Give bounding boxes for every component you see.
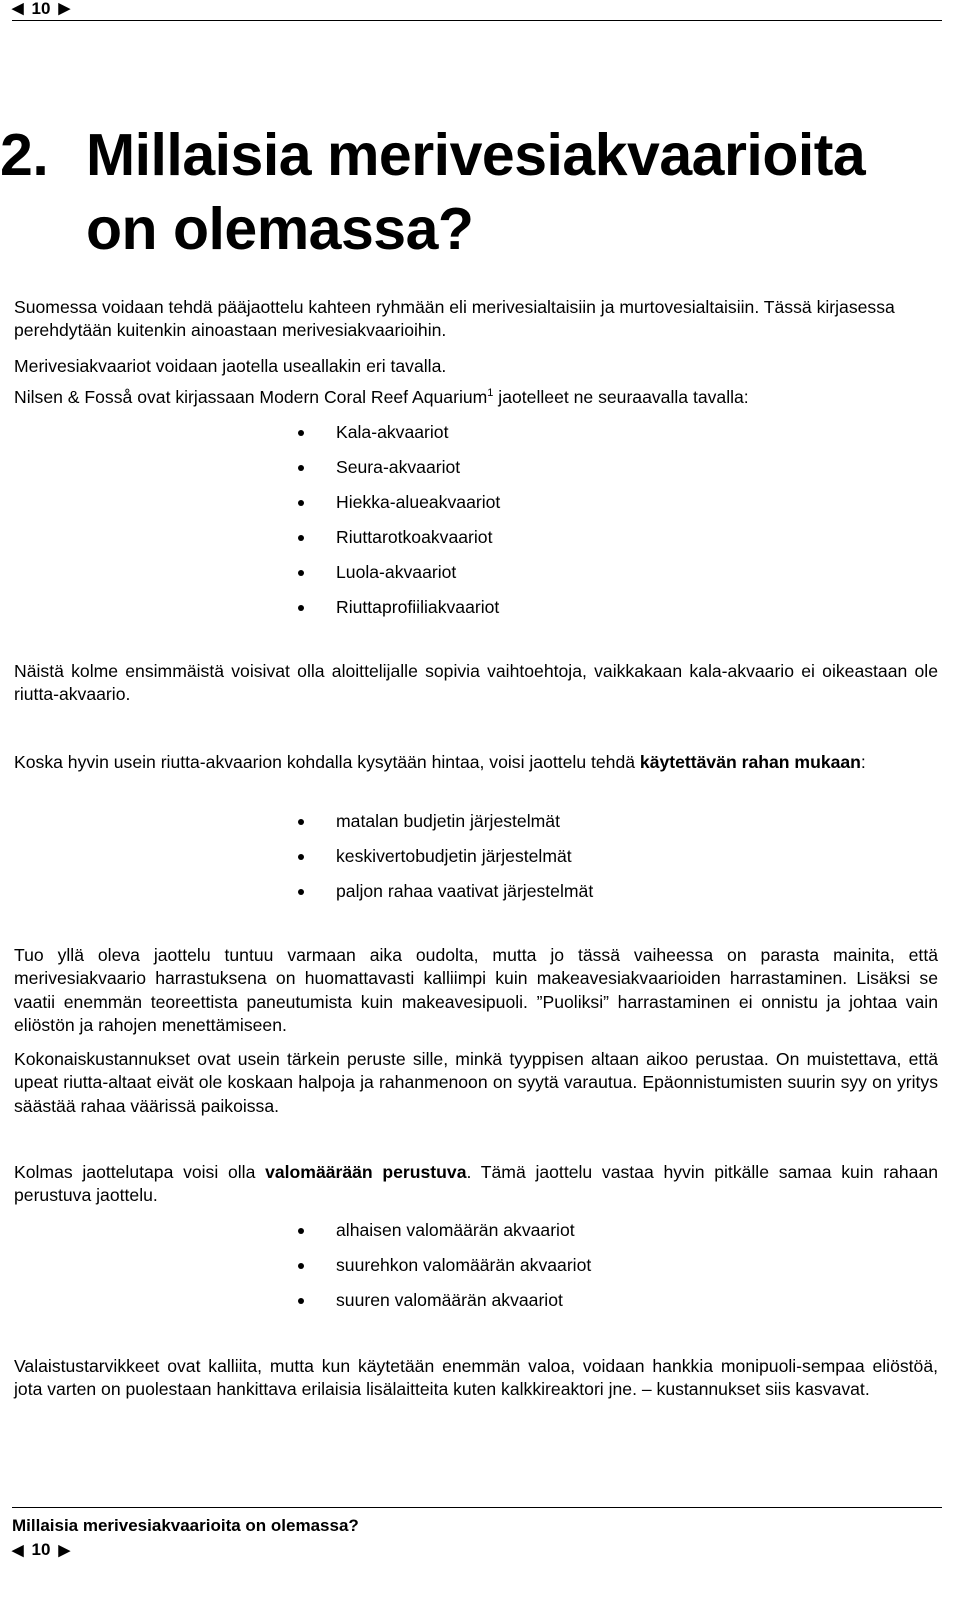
light-list <box>296 1219 591 1324</box>
money-text: Koska hyvin usein riutta-akvaarion kohdalla kysytään hintaa, voisi jaottelu tehdä <box>14 752 640 772</box>
footer-page-nav <box>12 1539 942 1562</box>
next-page-icon[interactable]: ▶ <box>58 1542 71 1559</box>
beginner-paragraph: Näistä kolme ensimmäistä voisivat olla aloittelijalle sopivia vaihtoehtoja, vaikkakaan kala-akvaario ei oikeastaan ole riutta-akvaario. <box>14 661 938 705</box>
list-item: Kala-akvaariot <box>296 421 500 456</box>
footnote-marker[interactable]: 1 <box>487 387 494 400</box>
list-item: suurehkon valomäärän akvaariot <box>296 1254 591 1289</box>
top-page-nav <box>12 0 942 21</box>
prev-page-icon[interactable]: ◀ <box>12 0 24 17</box>
money-paragraph <box>14 751 938 774</box>
footer-title: Millaisia merivesiakvaarioita on olemassa? <box>12 1516 359 1535</box>
list-item: alhaisen valomäärän akvaariot <box>296 1219 591 1254</box>
light-text: Kolmas jaottelutapa voisi olla <box>14 1162 266 1182</box>
chapter-title-line2: on olemassa? <box>86 196 474 262</box>
prev-page-icon[interactable]: ◀ <box>12 1542 24 1559</box>
aquarium-types-list <box>296 421 500 631</box>
chapter-heading <box>0 118 950 266</box>
list-item: matalan budjetin järjestelmät <box>296 810 593 845</box>
list-item: Luola-akvaariot <box>296 561 500 596</box>
intro-p3-tail: jaotelleet ne seuraavalla tavalla: <box>493 387 749 407</box>
lighting-paragraph: Valaistustarvikkeet ovat kalliita, mutta kun käytetään enemmän valoa, voidaan hankkia monipuoli-sempaa eliöstöä, jota varten on puolestaan hankittava erilaisia lisälaitteita kuten kalkkireaktori jne. – kustannukset siis kasvavat. <box>14 1356 938 1400</box>
chapter-number: 2. <box>0 122 49 188</box>
footer-page-number: 10 <box>31 1540 51 1559</box>
list-item: Hiekka-alueakvaariot <box>296 491 500 526</box>
intro-paragraph-1: Suomessa voidaan tehdä pääjaottelu kahteen ryhmään eli merivesialtaisiin ja murtovesialtaisiin. Tässä kirjasessa perehdytään kuitenkin ainoastaan merivesiakvaarioihin. <box>14 297 895 341</box>
list-item: Seura-akvaariot <box>296 456 500 491</box>
light-bold-text: valomäärään perustuva <box>265 1162 467 1182</box>
page-number: 10 <box>31 0 51 18</box>
money-bold-text: käytettävän rahan mukaan <box>639 752 861 772</box>
intro-paragraph-2: Merivesiakvaariot voidaan jaotella useallakin eri tavalla. <box>14 356 447 376</box>
chapter-title-line1: Millaisia merivesiakvaarioita <box>86 122 866 188</box>
odd-division-paragraph: Tuo yllä oleva jaottelu tuntuu varmaan aika oudolta, mutta jo tässä vaiheessa on parasta mainita, että merivesiakvaario harrastuksena on huomattavasti kalliimpi kuin makeavesiakvaarioiden harrastaminen. Lisäksi se vaatii enemmän teoreettista paneutumista kuin makeavesipuoli. ”Puoliksi” harrastaminen ei onnistu ja johtaa vain eliöstön ja rahojen menettämiseen. <box>14 945 938 1035</box>
list-item: Riuttaprofiiliakvaariot <box>296 596 500 631</box>
list-item: paljon rahaa vaativat järjestelmät <box>296 880 593 915</box>
costs-paragraph: Kokonaiskustannukset ovat usein tärkein peruste sille, minkä tyyppisen altaan aikoo perustaa. On muistettava, että upeat riutta-altaat eivät ole koskaan halpoja ja rahanmenoon on syytä varautua. Epäonnistumisten suurin syy on yritys säästää rahaa väärissä paikoissa. <box>14 1049 938 1116</box>
page-footer <box>12 1507 942 1562</box>
list-item: keskivertobudjetin järjestelmät <box>296 845 593 880</box>
intro-paragraph-3 <box>14 386 938 409</box>
list-item: Riuttarotkoakvaariot <box>296 526 500 561</box>
light-tail: . Tämä jaottelu vastaa hyvin pitkälle samaa kuin rahaan perustuva jaottelu. <box>14 1162 939 1206</box>
intro-p3-text: Nilsen & Fosså ovat kirjassaan Modern Coral Reef Aquarium <box>14 387 488 407</box>
money-tail: : <box>860 752 866 772</box>
budget-list <box>296 810 593 915</box>
list-item: suuren valomäärän akvaariot <box>296 1289 591 1324</box>
next-page-icon[interactable]: ▶ <box>58 0 71 17</box>
light-paragraph <box>14 1161 938 1208</box>
